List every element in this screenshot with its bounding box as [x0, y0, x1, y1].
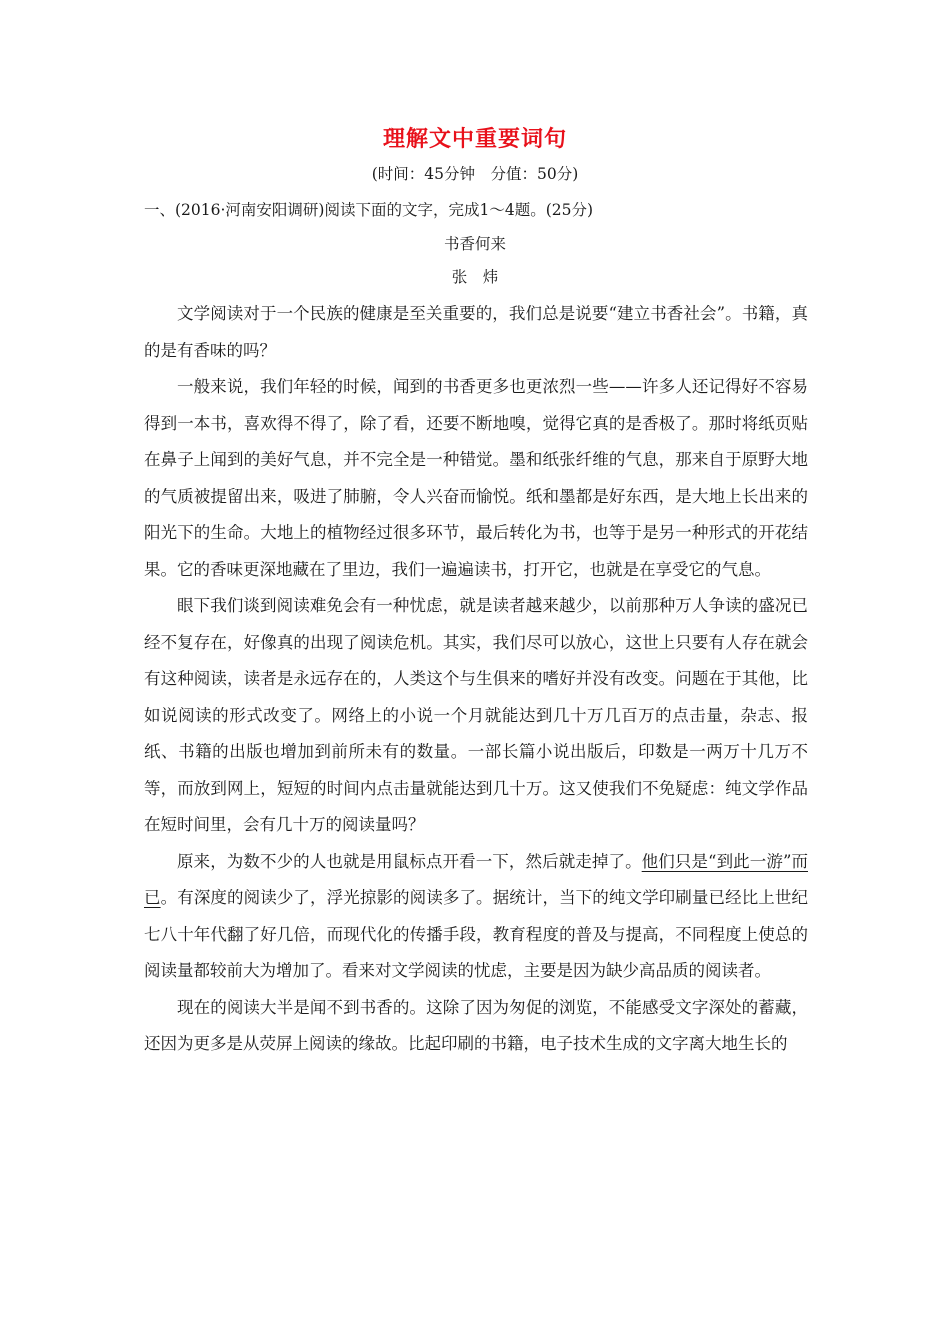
essay-body: [144, 296, 808, 1063]
question-prompt: 一、(2016·河南安阳调研)阅读下面的文字，完成1～4题。(25分): [144, 201, 594, 219]
essay-title: 书香何来: [443, 235, 506, 253]
page-title: 理解文中重要词句: [382, 126, 567, 152]
essay-author: 张 炜: [451, 268, 499, 286]
paragraph-3: 眼下我们谈到阅读难免会有一种忧虑，就是读者越来越少，以前那种万人争读的盛况已经不复存在，好像真的出现了阅读危机。其实，我们尽可以放心，这世上只要有人存在就会有这种阅读，读者是永远存在的，人类这个与生俱来的嗜好并没有改变。问题在于其他，比如说阅读的形式改变了。网络上的小说一个月就能达到几十万几百万的点击量，杂志、报纸、书籍的出版也增加到前所未有的数量。一部长篇小说出版后，印数是一两万十几万不等，而放到网上，短短的时间内点击量就能达到几十万。这又使我们不免疑虑：纯文学作品在短时间里，会有几十万的阅读量吗？: [144, 596, 808, 834]
paragraph-1: 文学阅读对于一个民族的健康是至关重要的，我们总是说要“建立书香社会”。书籍，真的是有香味的吗？: [144, 304, 808, 360]
paragraph-4-before: 原来，为数不少的人也就是用鼠标点开看一下，然后就走掉了。: [177, 851, 642, 871]
underlined-sentence: 他们只是“到此一游”而已: [144, 851, 808, 907]
paragraph-5: 现在的阅读大半是闻不到书香的。这除了因为匆促的浏览，不能感受文字深处的蓄藏，还因为更多是从荧屏上阅读的缘故。比起印刷的书籍，电子技术生成的文字离大地生长的: [144, 997, 808, 1053]
exam-meta: (时间：45分钟 分值：50分): [371, 165, 579, 183]
paragraph-4-after: 。有深度的阅读少了，浮光掠影的阅读多了。据统计，当下的纯文学印刷量已经比上世纪七八十年代翻了好几倍，而现代化的传播手段，教育程度的普及与提高，不同程度上使总的阅读量都较前大为增加了。看来对文学阅读的忧虑，主要是因为缺少高品质的阅读者。: [144, 888, 809, 980]
paragraph-4: [144, 844, 808, 990]
paragraph-2: 一般来说，我们年轻的时候，闻到的书香更多也更浓烈一些——许多人还记得好不容易得到一本书，喜欢得不得了，除了看，还要不断地嗅，觉得它真的是香极了。那时将纸页贴在鼻子上闻到的美好气息，并不完全是一种错觉。墨和纸张纤维的气息，那来自于原野大地的气质被提留出来，吸进了肺腑，令人兴奋而愉悦。纸和墨都是好东西，是大地上长出来的阳光下的生命。大地上的植物经过很多环节，最后转化为书，也等于是另一种形式的开花结果。它的香味更深地藏在了里边，我们一遍遍读书，打开它，也就是在享受它的气息。: [144, 377, 808, 579]
